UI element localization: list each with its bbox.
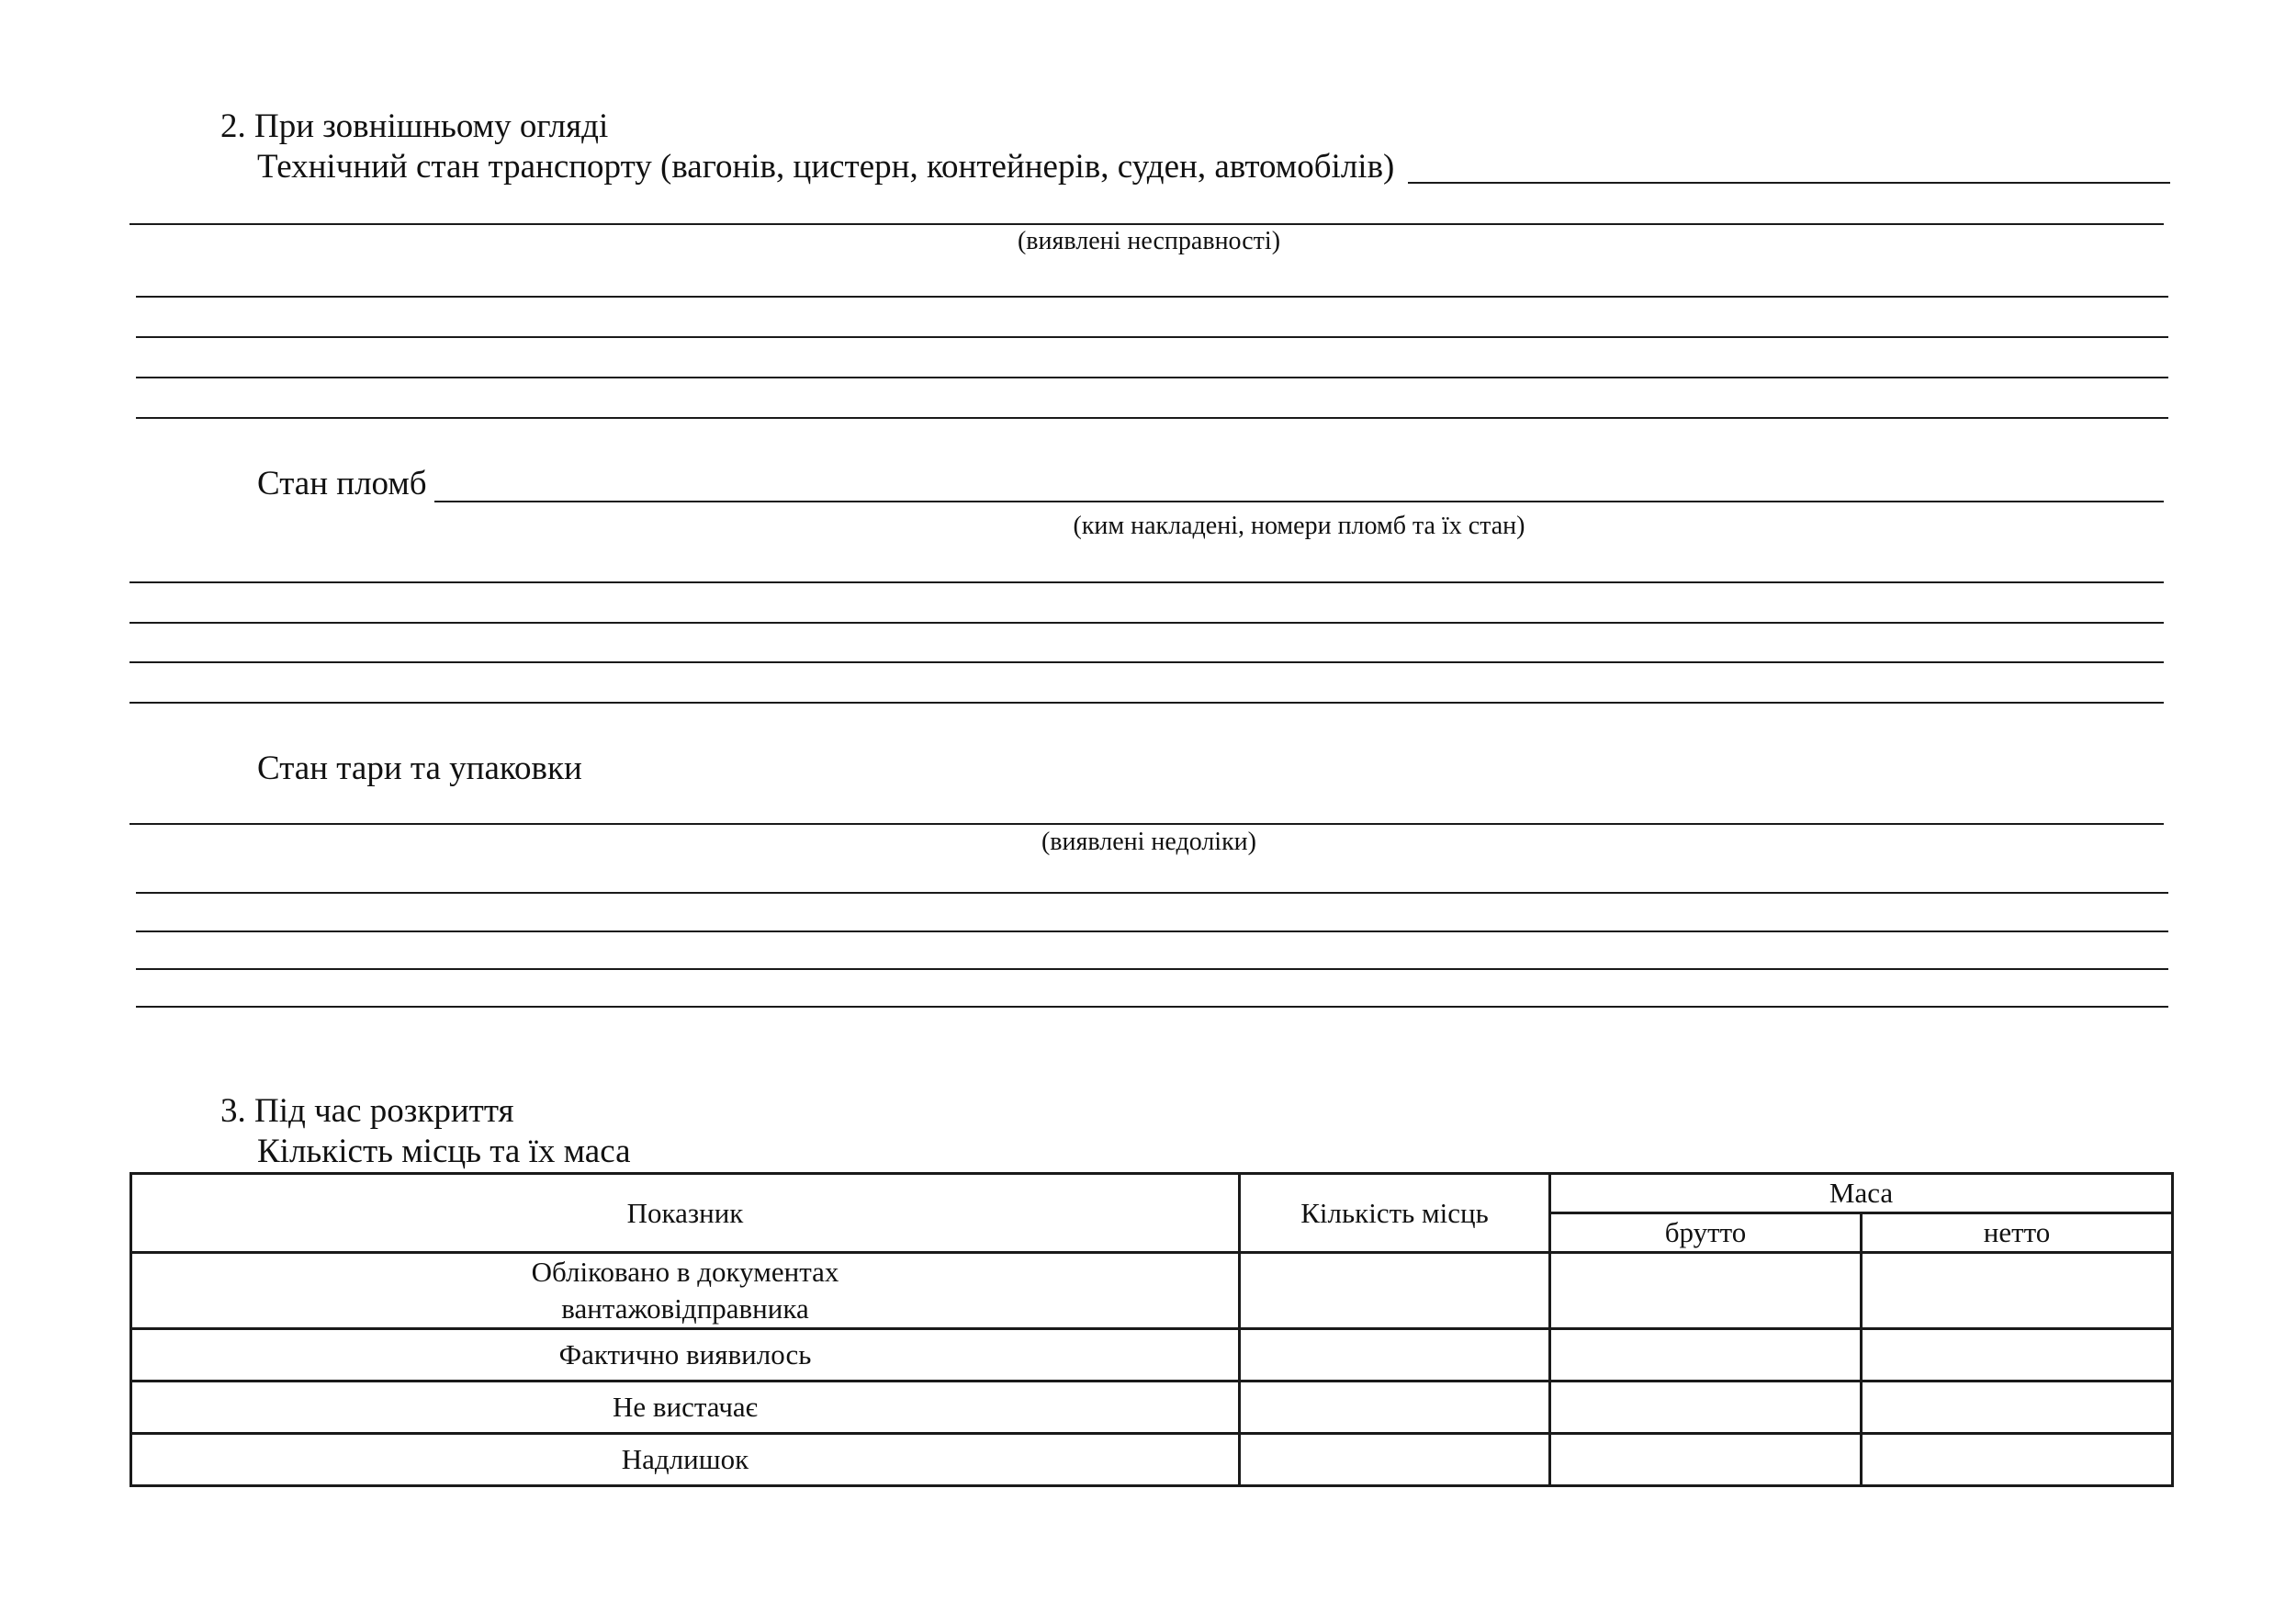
net-cell[interactable]	[1862, 1434, 2173, 1486]
places-mass-table	[129, 1172, 2174, 1487]
header-places: Кількість місць	[1240, 1174, 1550, 1253]
packaging-line-3[interactable]	[136, 930, 2168, 932]
places-cell[interactable]	[1240, 1434, 1550, 1486]
table-row	[131, 1329, 2173, 1382]
section-2-heading: 2. При зовнішньому огляді	[220, 107, 609, 145]
gross-cell[interactable]	[1550, 1382, 1862, 1434]
transport-defects-line-3[interactable]	[136, 336, 2168, 338]
packaging-caption: (виявлені недоліки)	[1041, 828, 1256, 856]
transport-defects-line-4[interactable]	[136, 377, 2168, 378]
seals-line-2[interactable]	[129, 622, 2164, 624]
gross-cell[interactable]	[1550, 1253, 1862, 1329]
row-label-line: вантажовідправника	[561, 1292, 809, 1325]
row-label	[131, 1253, 1240, 1329]
transport-defects-caption: (виявлені несправності)	[1017, 227, 1281, 255]
transport-defects-line-5[interactable]	[136, 417, 2168, 419]
row-label: Фактично виявилось	[131, 1329, 1240, 1382]
header-mass: Маса	[1550, 1174, 2173, 1213]
header-indicator: Показник	[131, 1174, 1240, 1253]
transport-defects-line-2[interactable]	[136, 296, 2168, 298]
table-row	[131, 1434, 2173, 1486]
section-3-subheading: Кількість місць та їх маса	[257, 1133, 631, 1170]
net-cell[interactable]	[1862, 1329, 2173, 1382]
seals-line-4[interactable]	[129, 702, 2164, 704]
seals-condition-label: Стан пломб	[257, 465, 427, 502]
row-label: Не вистачає	[131, 1382, 1240, 1434]
places-cell[interactable]	[1240, 1382, 1550, 1434]
seals-line-3[interactable]	[129, 661, 2164, 663]
table-row	[131, 1382, 2173, 1434]
table-row	[131, 1253, 2173, 1329]
row-label-line: Обліковано в документах	[531, 1256, 839, 1288]
places-cell[interactable]	[1240, 1253, 1550, 1329]
packaging-defects-line-1[interactable]	[129, 823, 2164, 825]
packaging-condition-label: Стан тари та упаковки	[257, 750, 582, 787]
seals-line-1[interactable]	[129, 581, 2164, 583]
packaging-line-2[interactable]	[136, 892, 2168, 894]
places-cell[interactable]	[1240, 1329, 1550, 1382]
packaging-line-4[interactable]	[136, 968, 2168, 970]
row-label: Надлишок	[131, 1434, 1240, 1486]
header-gross: брутто	[1550, 1213, 1862, 1253]
transport-defects-line-1[interactable]	[129, 223, 2164, 225]
net-cell[interactable]	[1862, 1382, 2173, 1434]
seals-condition-input-line[interactable]	[434, 501, 2164, 502]
gross-cell[interactable]	[1550, 1434, 1862, 1486]
transport-condition-input-line[interactable]	[1408, 182, 2170, 184]
gross-cell[interactable]	[1550, 1329, 1862, 1382]
net-cell[interactable]	[1862, 1253, 2173, 1329]
section-3-heading: 3. Під час розкриття	[220, 1092, 514, 1130]
header-net: нетто	[1862, 1213, 2173, 1253]
transport-condition-label: Технічний стан транспорту (вагонів, цистерн, контейнерів, суден, автомобілів)	[257, 148, 1395, 186]
seals-caption: (ким накладені, номери пломб та їх стан)	[1073, 512, 1525, 540]
packaging-line-5[interactable]	[136, 1006, 2168, 1008]
